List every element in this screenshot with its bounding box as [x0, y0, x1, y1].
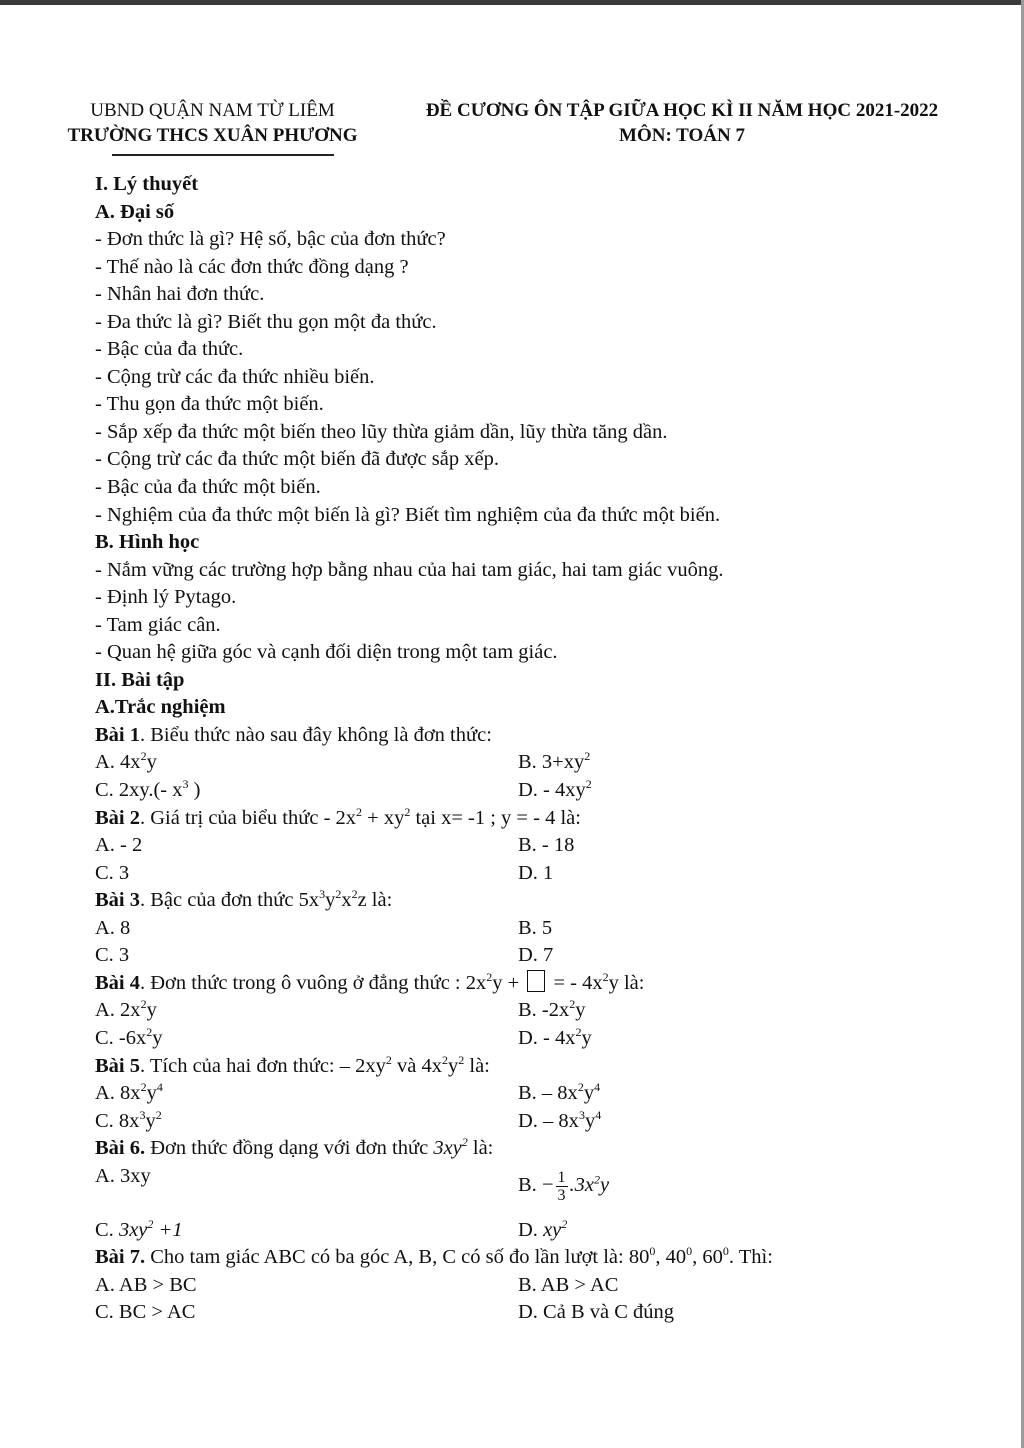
option-a: A. 3xy: [95, 1164, 151, 1187]
question-label: Bài 1: [95, 723, 140, 746]
option-a: A. 8: [95, 916, 131, 939]
question-label: Bài 2: [95, 806, 140, 829]
question-2: Bài 2. Giá trị của biểu thức - $2x^2 + xy^2$ tại x= -1 ; y = - 4 là:: [95, 804, 581, 829]
option-b: B. – $8x^2y^4$: [518, 1080, 601, 1105]
fraction: $\frac{1}{3}$: [557, 1168, 566, 1204]
option-d: D. 1: [518, 861, 554, 884]
question-1: [95, 722, 975, 750]
document-title: ĐỀ CƯƠNG ÔN TẬP GIỮA HỌC KÌ II NĂM HỌC 2021-2022: [425, 100, 939, 121]
section-exercises-title: II. Bài tập: [95, 668, 185, 691]
options-row: [95, 749, 975, 777]
question-label: Bài 6.: [95, 1137, 146, 1160]
options-row: [95, 777, 975, 805]
question-label: Bài 3: [95, 889, 140, 912]
options-row: [95, 1217, 975, 1245]
options-row: [95, 915, 975, 943]
school-name: TRƯỜNG THCS XUÂN PHƯƠNG: [67, 125, 358, 146]
question-7: Bài 7. Cho tam giác ABC có ba góc A, B, C có số đo lần lượt là: $80^0$, $40^0$, $60^0$. Thì:: [95, 1244, 773, 1269]
multiple-choice-title: A.Trắc nghiệm: [95, 696, 226, 719]
viewer-top-edge: [0, 0, 1024, 5]
empty-square-icon: [527, 970, 545, 992]
options-row: [95, 997, 975, 1025]
option-b: B. - 18: [518, 834, 575, 857]
algebra-item: - Bậc của đa thức một biến.: [95, 476, 321, 499]
question-label: Bài 5: [95, 1054, 140, 1077]
section-theory-title: I. Lý thuyết: [95, 173, 199, 195]
option-a: A. AB > BC: [95, 1273, 197, 1296]
question-5: Bài 5. Tích của hai đơn thức: – $2xy^2$ và $4x^2y^2$ là:: [95, 1052, 490, 1077]
option-c: C. $-6x^2y$: [95, 1025, 163, 1049]
option-d: D. - $4xy^2$: [518, 777, 592, 802]
option-d: D. - $4x^2y$: [518, 1025, 592, 1049]
algebra-item: - Cộng trừ các đa thức một biến đã được sắp xếp.: [95, 448, 499, 471]
options-row: [95, 1108, 975, 1136]
option-c: C. 3: [95, 944, 130, 967]
option-d: D. 7: [518, 944, 554, 967]
algebra-item: - Thu gọn đa thức một biến.: [95, 393, 324, 416]
option-c: C. 2xy.(- $x^3$ ): [95, 777, 201, 802]
geometry-item: - Nắm vững các trường hợp bằng nhau của hai tam giác, hai tam giác vuông.: [95, 558, 724, 581]
algebra-item: - Đa thức là gì? Biết thu gọn một đa thức.: [95, 310, 437, 333]
question-label: Bài 4: [95, 971, 140, 994]
geometry-title: B. Hình học: [95, 531, 200, 554]
option-c: C. $3xy^2 +1$: [95, 1216, 183, 1241]
option-b: B. − $\frac{1}{3}$ $.3x^2y$: [518, 1168, 610, 1204]
option-d: D. – $8x^3y^4$: [518, 1107, 602, 1132]
options-row: [95, 832, 975, 860]
geometry-item: - Tam giác cân.: [95, 613, 221, 636]
question-3: Bài 3. Bậc của đơn thức $5x^3y^2x^2z$ là:: [95, 887, 393, 912]
options-row: [95, 1080, 975, 1108]
option-c: C. BC > AC: [95, 1301, 196, 1324]
option-b: B. $-2x^2y$: [518, 997, 586, 1022]
option-b: B. AB > AC: [518, 1273, 619, 1296]
options-row: [95, 1272, 975, 1300]
question-label: Bài 7.: [95, 1246, 146, 1269]
algebra-item: - Sắp xếp đa thức một biến theo lũy thừa giảm dần, lũy thừa tăng dần.: [95, 420, 668, 443]
option-c: C. $8x^3y^2$: [95, 1107, 162, 1132]
option-b: B. $3+xy^2$: [518, 749, 591, 774]
algebra-item: - Đơn thức là gì? Hệ số, bậc của đơn thức?: [95, 228, 446, 251]
options-row: [95, 1025, 975, 1053]
header-underline: [112, 154, 334, 156]
option-d: D. Cả B và C đúng: [518, 1301, 675, 1324]
question-4: Bài 4. Đơn thức trong ô vuông ở đẳng thức : $2x^2y$ + = - $4x^2y$ là:: [95, 970, 645, 994]
question-text: . Biểu thức nào sau đây không là đơn thức:: [140, 723, 492, 746]
options-row: [95, 1299, 975, 1327]
algebra-item: - Cộng trừ các đa thức nhiều biến.: [95, 365, 375, 388]
option-a: A. $4x^2y$: [95, 749, 157, 774]
option-a: A. $2x^2y$: [95, 997, 157, 1022]
option-d: D. $xy^2$: [518, 1216, 568, 1241]
algebra-item: - Nhân hai đơn thức.: [95, 283, 265, 306]
question-6: Bài 6. Đơn thức đồng dạng với đơn thức $3xy^2$ là:: [95, 1135, 494, 1160]
algebra-title: A. Đại số: [95, 200, 175, 223]
option-a: A. $8x^2y^4$: [95, 1080, 163, 1105]
geometry-item: - Quan hệ giữa góc và cạnh đối diện trong một tam giác.: [95, 641, 558, 664]
option-a: A. - 2: [95, 834, 143, 857]
option-c: C. 3: [95, 861, 130, 884]
options-row: [95, 860, 975, 888]
district-name: UBND QUẬN NAM TỪ LIÊM: [90, 100, 335, 121]
subject-title: MÔN: TOÁN 7: [619, 125, 745, 146]
algebra-item: - Thế nào là các đơn thức đồng dạng ?: [95, 255, 409, 278]
school-header: [40, 98, 385, 148]
algebra-item: - Bậc của đa thức.: [95, 338, 244, 361]
options-row: [95, 1163, 975, 1217]
document-body: [95, 171, 975, 1327]
algebra-item: - Nghiệm của đa thức một biến là gì? Biết tìm nghiệm của đa thức một biến.: [95, 503, 721, 526]
option-b: B. 5: [518, 916, 553, 939]
document-title-block: [392, 98, 972, 148]
geometry-item: - Định lý Pytago.: [95, 586, 237, 609]
options-row: [95, 942, 975, 970]
